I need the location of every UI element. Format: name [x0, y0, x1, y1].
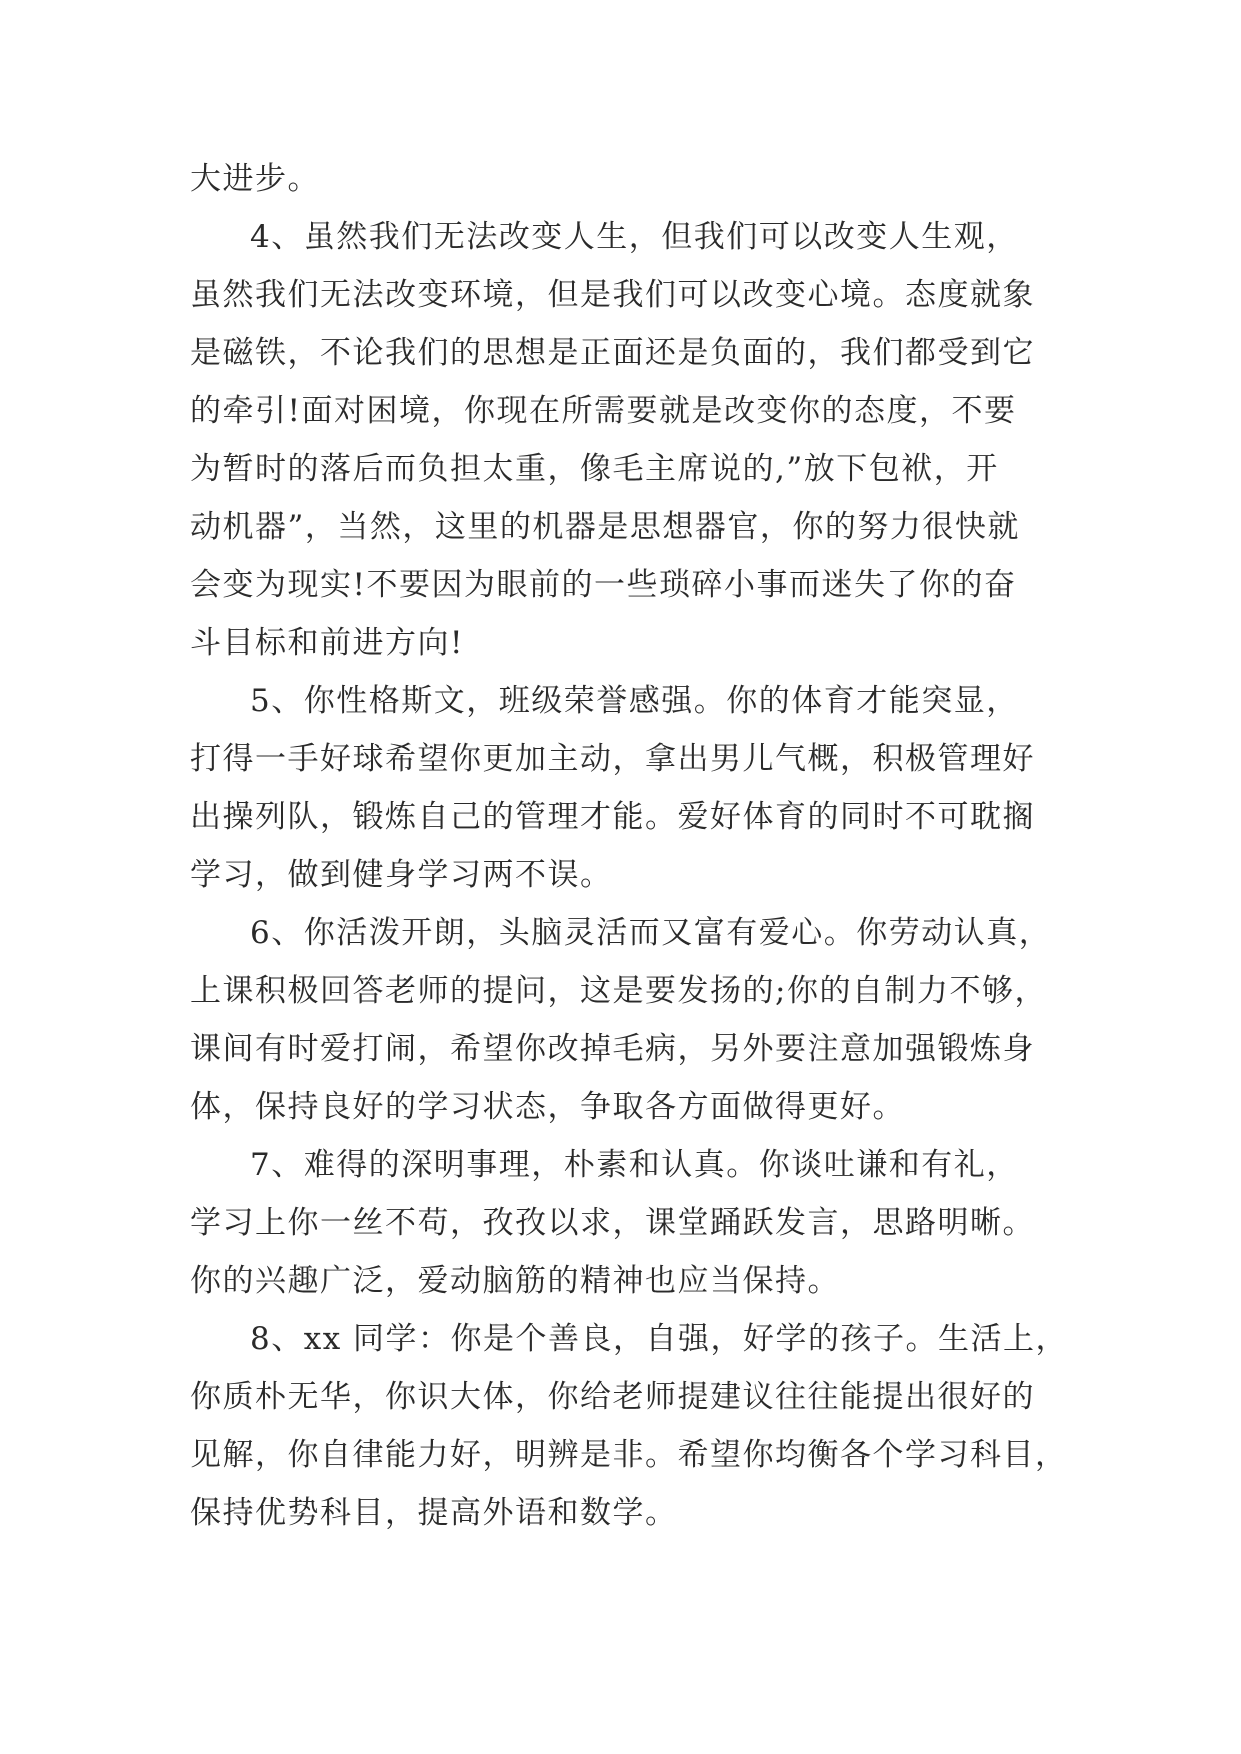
text-line: 虽然我们无法改变环境，但是我们可以改变心境。态度就象 [190, 277, 1035, 313]
text-line: 学习上你一丝不苟，孜孜以求，课堂踊跃发言，思路明晰。 [190, 1205, 1035, 1241]
text-line: 课间有时爱打闹，希望你改掉毛病，另外要注意加强锻炼身 [190, 1031, 1035, 1067]
text-line: 见解，你自律能力好，明辨是非。希望你均衡各个学习科目， [190, 1437, 1068, 1473]
text-line: 你质朴无华，你识大体，你给老师提建议往往能提出很好的 [190, 1379, 1035, 1415]
text-line: 会变为现实!不要因为眼前的一些琐碎小事而迷失了你的奋 [190, 567, 1017, 603]
text-line: 8、xx 同学：你是个善良，自强，好学的孩子。生活上， [250, 1321, 1069, 1357]
text-line: 是磁铁，不论我们的思想是正面还是负面的，我们都受到它 [190, 335, 1035, 371]
text-line: 大进步。 [190, 161, 320, 197]
paragraph [190, 150, 1070, 208]
text-line: 6、你活泼开朗，头脑灵活而又富有爱心。你劳动认真， [250, 915, 1052, 951]
paragraph [190, 904, 1070, 1136]
text-line: 7、难得的深明事理，朴素和认真。你谈吐谦和有礼， [250, 1147, 1019, 1183]
paragraph [190, 1136, 1070, 1310]
text-line: 4、虽然我们无法改变人生，但我们可以改变人生观， [250, 219, 1019, 255]
text-line: 你的兴趣广泛，爱动脑筋的精神也应当保持。 [190, 1263, 840, 1299]
text-line: 5、你性格斯文，班级荣誉感强。你的体育才能突显， [250, 683, 1019, 719]
text-line: 保持优势科目，提高外语和数学。 [190, 1495, 678, 1531]
text-line: 打得一手好球希望你更加主动，拿出男儿气概，积极管理好 [190, 741, 1035, 777]
text-line: 斗目标和前进方向! [190, 625, 464, 661]
text-line: 体，保持良好的学习状态，争取各方面做得更好。 [190, 1089, 905, 1125]
text-line: 学习，做到健身学习两不误。 [190, 857, 613, 893]
paragraph [190, 672, 1070, 904]
paragraph [190, 1310, 1070, 1542]
paragraph [190, 208, 1070, 672]
text-line: 上课积极回答老师的提问，这是要发扬的;你的自制力不够， [190, 973, 1047, 1009]
text-line: 的牵引!面对困境，你现在所需要就是改变你的态度，不要 [190, 393, 1017, 429]
text-line: 动机器”，当然，这里的机器是思想器官，你的努力很快就 [190, 509, 1020, 545]
text-line: 出操列队，锻炼自己的管理才能。爱好体育的同时不可耽搁 [190, 799, 1035, 835]
document-body [190, 150, 1070, 1542]
text-line: 为暂时的落后而负担太重，像毛主席说的,”放下包袱，开 [190, 451, 999, 487]
